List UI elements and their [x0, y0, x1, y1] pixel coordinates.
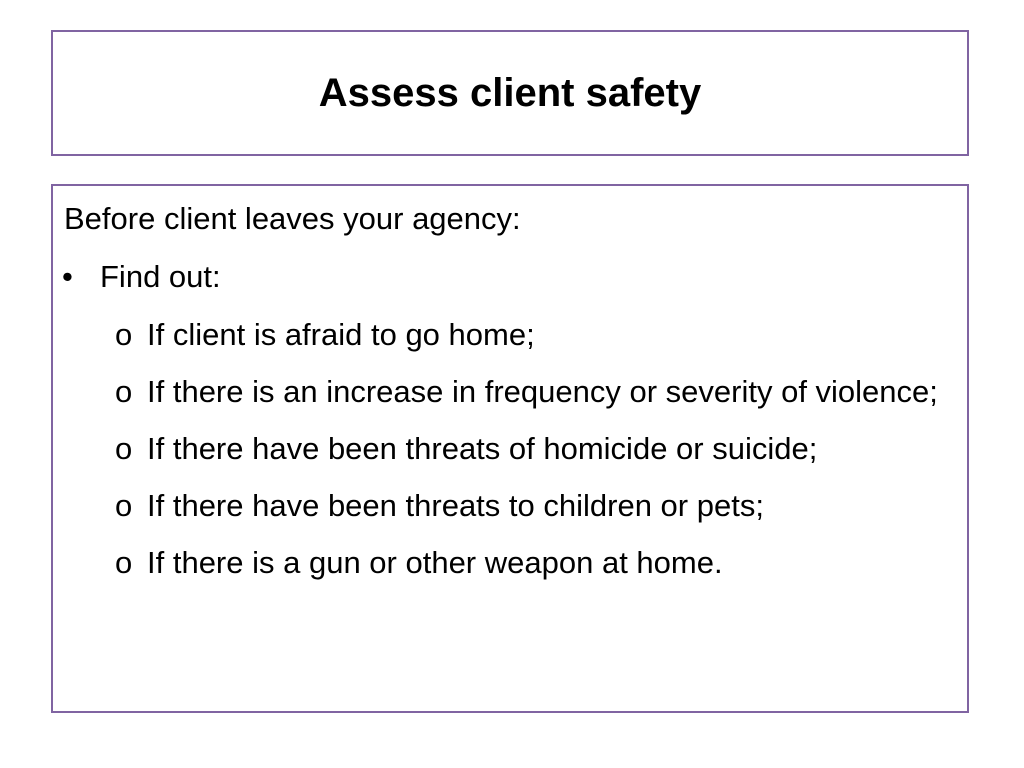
- content-box: [51, 184, 969, 713]
- bullet-label: Find out:: [100, 259, 221, 294]
- sub-bullet-item: [115, 542, 955, 584]
- circle-bullet-icon: o: [115, 545, 133, 580]
- circle-bullet-icon: o: [115, 317, 133, 352]
- sub-bullet-text: If there is an increase in frequency or severity of violence;: [147, 374, 938, 409]
- bullet-item: [60, 258, 221, 296]
- title-box: [51, 30, 969, 156]
- circle-bullet-icon: o: [115, 488, 133, 523]
- circle-bullet-icon: o: [115, 431, 133, 466]
- sub-bullet-item: [115, 428, 955, 470]
- sub-bullet-item: [115, 371, 955, 413]
- sub-bullet-text: If there have been threats to children or pets;: [147, 488, 764, 523]
- sub-bullet-text: If there is a gun or other weapon at home.: [147, 545, 723, 580]
- sub-bullet-text: If client is afraid to go home;: [147, 317, 535, 352]
- intro-text: Before client leaves your agency:: [64, 201, 521, 236]
- circle-bullet-icon: o: [115, 374, 133, 409]
- sub-bullet-item: [115, 485, 955, 527]
- sub-bullet-item: [115, 314, 955, 356]
- bullet-icon: •: [62, 259, 73, 294]
- slide-title: Assess client safety: [318, 70, 702, 115]
- sub-bullet-list: [115, 314, 955, 599]
- sub-bullet-text: If there have been threats of homicide or suicide;: [147, 431, 818, 466]
